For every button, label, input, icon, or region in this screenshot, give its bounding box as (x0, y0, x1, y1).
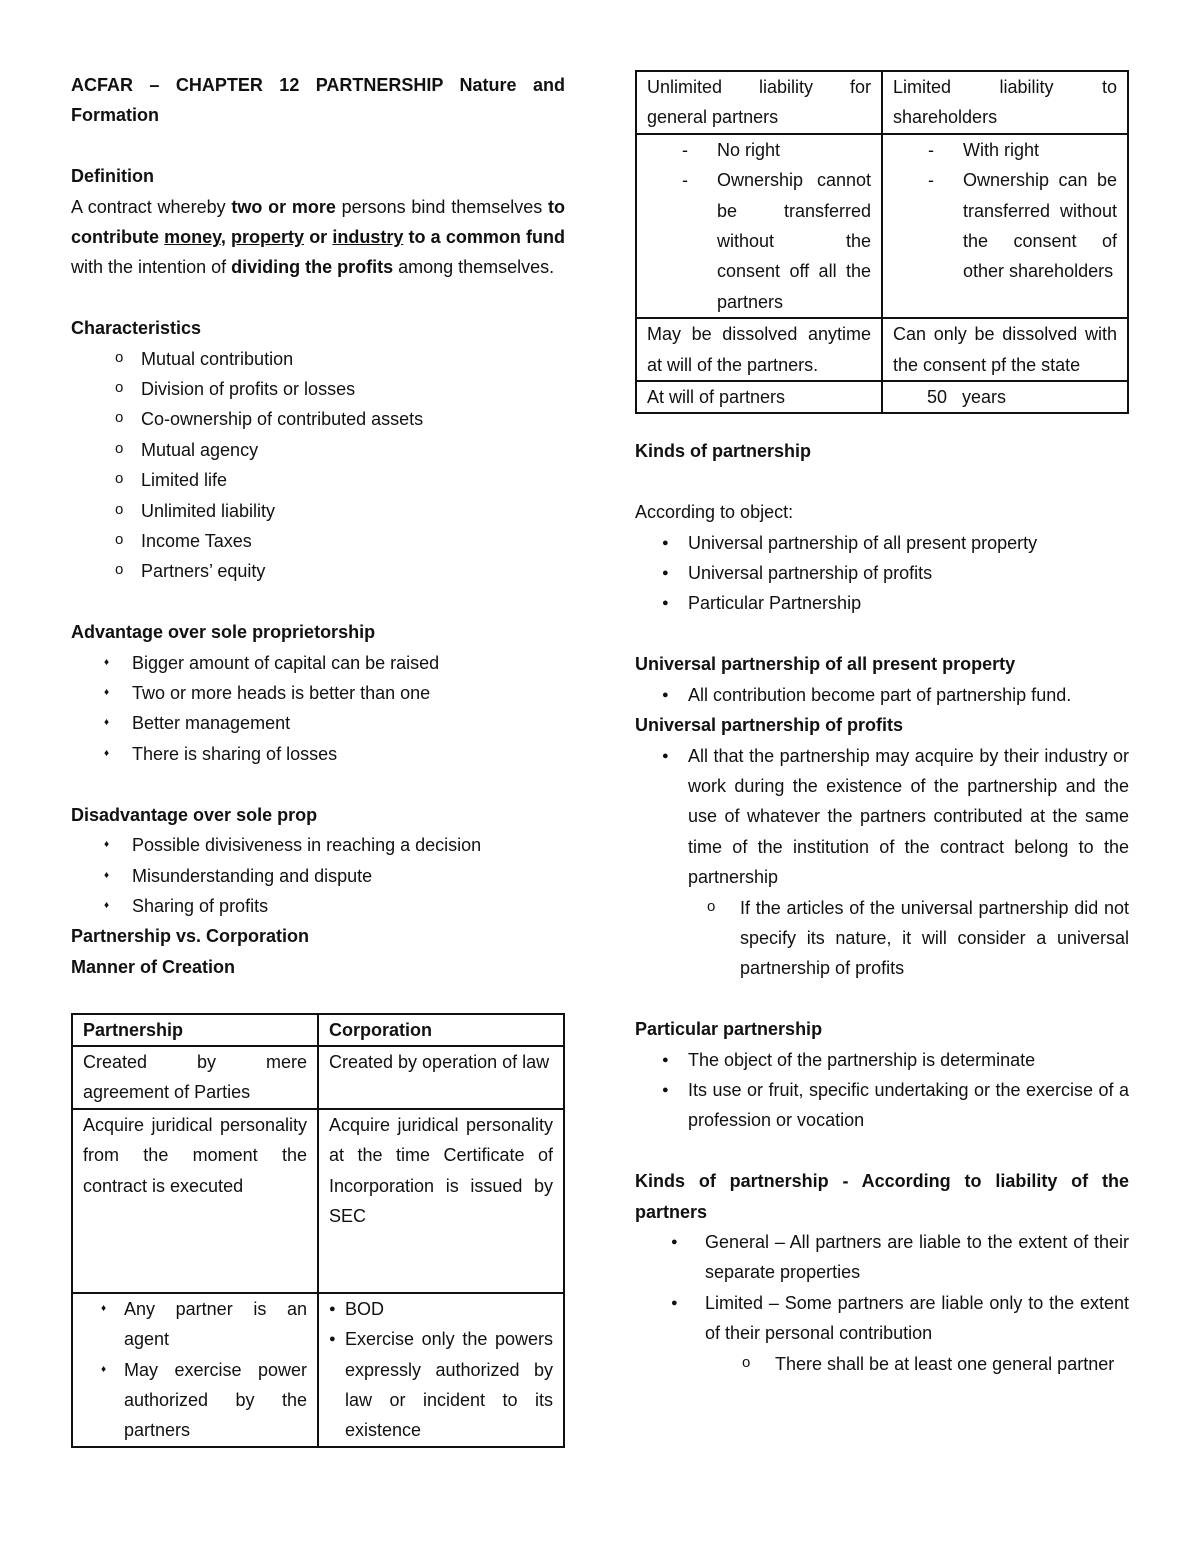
list-item: - Ownership can be transferred without the consent of other shareholders (928, 165, 1117, 287)
characteristics-heading: Characteristics (71, 318, 202, 339)
table-row (72, 1014, 564, 1046)
list-item: ♦ Sharing of profits (71, 891, 565, 921)
table-cell: Created by mere agreement of Parties (72, 1046, 318, 1109)
table-cell: Acquire juridical personality from the moment the contract is executed (72, 1109, 318, 1293)
list-item: ● Particular Partnership (635, 588, 1129, 618)
object-kinds-list (635, 528, 1129, 619)
table-row (636, 71, 1128, 134)
table-cell (72, 1293, 318, 1447)
list-item: ● Universal partnership of profits (635, 558, 1129, 588)
table-cell: Limited liability to shareholders (882, 71, 1128, 134)
kinds-heading: Kinds of partnership (635, 441, 812, 462)
document-title: ACFAR – CHAPTER 12 PARTNERSHIP Nature and Formation (71, 75, 565, 126)
list-item: - No right (682, 135, 871, 165)
list-item: - With right (928, 135, 1117, 165)
advantages-list (71, 648, 565, 770)
manner-heading: Manner of Creation (71, 956, 236, 977)
list-item: ● General – All partners are liable to the extent of their separate properties (635, 1227, 1129, 1288)
list-item: o Limited life (71, 465, 565, 495)
liability-heading: Kinds of partnership - According to liability of the partners (635, 1171, 1129, 1222)
comparison-table-left (71, 1013, 565, 1448)
list-item: o Co-ownership of contributed assets (71, 404, 565, 434)
particular-heading: Particular partnership (635, 1019, 823, 1040)
list-item: o Mutual agency (71, 435, 565, 465)
upp-sub-list (635, 893, 1129, 984)
list-item: ● BOD (329, 1294, 553, 1324)
comparison-table-right (635, 70, 1129, 414)
table-cell: Acquire juridical personality at the time Certificate of Incorporation is issued by SEC (318, 1109, 564, 1293)
definition-text: A contract whereby two or more persons bind themselves to contribute money, property or industry to a common fund with the intention of dividing the profits among themselves. (71, 196, 565, 278)
table-row (72, 1109, 564, 1293)
according-object-label: According to object: (635, 502, 794, 523)
upap-list (635, 680, 1129, 710)
liability-sub-list (635, 1349, 1129, 1379)
list-item: ♦ Better management (71, 708, 565, 738)
list-item: o Division of profits or losses (71, 374, 565, 404)
table-cell: May be dissolved anytime at will of the partners. (636, 318, 882, 381)
list-item: ● Limited – Some partners are liable only to the extent of their personal contribution (635, 1288, 1129, 1349)
list-item: ♦ Bigger amount of capital can be raised (71, 648, 565, 678)
disadvantage-heading: Disadvantage over sole prop (71, 804, 318, 825)
list-item: ♦ Possible divisiveness in reaching a decision (71, 830, 565, 860)
definition-heading: Definition (71, 166, 154, 187)
disadvantages-list (71, 830, 565, 921)
list-item: o Mutual contribution (71, 344, 565, 374)
table-row (72, 1293, 564, 1447)
list-item: ♦ May exercise power authorized by the partners (89, 1355, 307, 1446)
table-cell: At will of partners (636, 381, 882, 413)
table-cell: Unlimited liability for general partners (636, 71, 882, 134)
particular-list (635, 1045, 1129, 1136)
upp-list (635, 741, 1129, 893)
liability-list (635, 1227, 1129, 1349)
list-item: ♦ There is sharing of losses (71, 739, 565, 769)
list-item: ● The object of the partnership is determinate (635, 1045, 1129, 1075)
list-item: ● Universal partnership of all present property (635, 528, 1129, 558)
table-row (636, 134, 1128, 318)
table-cell (882, 134, 1128, 318)
table-cell: Created by operation of law (318, 1046, 564, 1109)
list-item: o There shall be at least one general partner (740, 1349, 1129, 1379)
left-column (71, 70, 565, 1448)
right-column (635, 70, 1129, 1379)
table-cell (636, 134, 882, 318)
advantage-heading: Advantage over sole proprietorship (71, 622, 376, 643)
table-row (72, 1046, 564, 1109)
list-item: o Partners’ equity (71, 556, 565, 586)
characteristics-list (71, 344, 565, 587)
table-cell: 50 years (882, 381, 1128, 413)
upp-heading: Universal partnership of profits (635, 715, 904, 736)
table-cell (318, 1293, 564, 1447)
table-cell: Corporation (318, 1014, 564, 1046)
list-item: ♦ Misunderstanding and dispute (71, 861, 565, 891)
table-row (636, 381, 1128, 413)
list-item: o Income Taxes (71, 526, 565, 556)
table-cell: Partnership (72, 1014, 318, 1046)
list-item: ● Exercise only the powers expressly authorized by law or incident to its existence (329, 1324, 553, 1446)
vs-heading: Partnership vs. Corporation (71, 926, 310, 947)
list-item: ● All that the partnership may acquire by their industry or work during the existence of the partnership and the use of whatever the partners contributed at the same time of the institution of the contract belong to the partnership (635, 741, 1129, 893)
list-item: ♦ Any partner is an agent (89, 1294, 307, 1355)
upap-heading: Universal partnership of all present property (635, 654, 1016, 675)
list-item: o If the articles of the universal partnership did not specify its nature, it will consider a universal partnership of profits (705, 893, 1129, 984)
list-item: ● All contribution become part of partnership fund. (635, 680, 1129, 710)
table-cell: Can only be dissolved with the consent pf the state (882, 318, 1128, 381)
list-item: ♦ Two or more heads is better than one (71, 678, 565, 708)
list-item: o Unlimited liability (71, 496, 565, 526)
table-row (636, 318, 1128, 381)
list-item: - Ownership cannot be transferred without the consent off all the partners (682, 165, 871, 317)
list-item: ● Its use or fruit, specific undertaking or the exercise of a profession or vocation (635, 1075, 1129, 1136)
